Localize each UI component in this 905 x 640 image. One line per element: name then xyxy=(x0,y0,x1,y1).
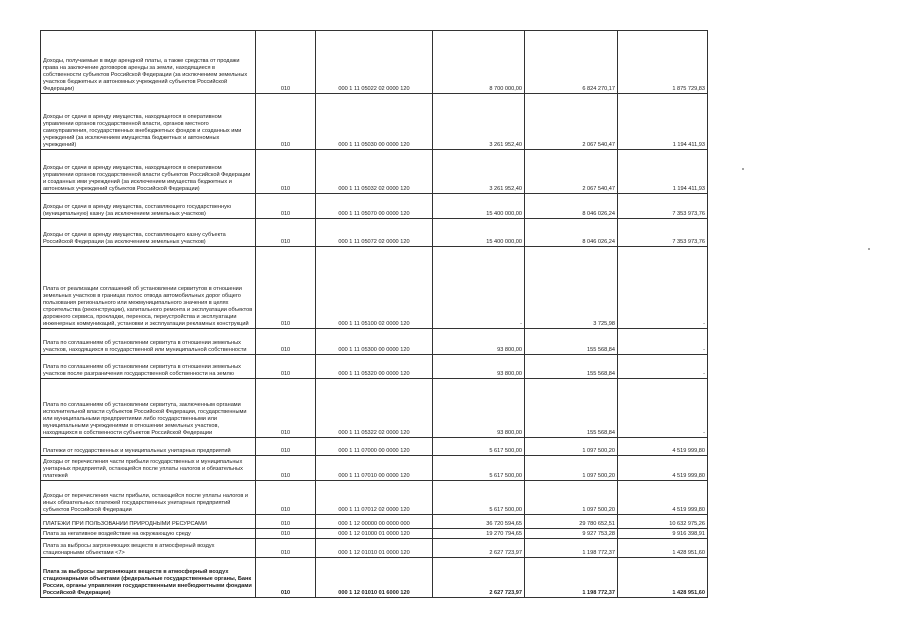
row-unexecuted: 7 353 973,76 xyxy=(618,219,708,247)
row-name: Платежи от государственных и муниципальных унитарных предприятий xyxy=(41,438,256,456)
row-approved: 15 400 000,00 xyxy=(433,194,525,219)
row-kbk: 000 1 11 05030 00 0000 120 xyxy=(316,94,433,150)
row-kbk: 000 1 11 07012 02 0000 120 xyxy=(316,481,433,515)
row-approved: 5 617 500,00 xyxy=(433,438,525,456)
row-name: Доходы от перечисления части прибыли, остающейся после уплаты налогов и иных обязательных платежей государственных унитарных предприятий субъектов Российской Федерации xyxy=(41,481,256,515)
table-row xyxy=(41,355,708,379)
row-name: Плата за выбросы загрязняющих веществ в атмосферный воздух стационарными объектами (федеральные государственные органы, Банк России, органы управления государственными внебюджетными фондами Российской Федерации) xyxy=(41,558,256,598)
row-unexecuted: - xyxy=(618,247,708,329)
row-unexecuted: 9 916 398,91 xyxy=(618,529,708,539)
row-kbk: 000 1 11 05320 00 0000 120 xyxy=(316,355,433,379)
table-row xyxy=(41,194,708,219)
row-unexecuted: 1 428 951,60 xyxy=(618,558,708,598)
row-code: 010 xyxy=(256,31,316,94)
row-name: Доходы от сдачи в аренду имущества, находящегося в оперативном управлении органов государственной власти субъектов Российской Федерации и созданных ими учреждений (за исключением имущества бюджетных и автономных учреждений субъектов Российской Федерации) xyxy=(41,150,256,194)
row-kbk: 000 1 11 05022 02 0000 120 xyxy=(316,31,433,94)
table-row xyxy=(41,94,708,150)
row-name: Плата по соглашениям об установлении сервитута в отношении земельных участков, находящихся в государственной или муниципальной собственности xyxy=(41,329,256,355)
row-approved: 2 627 723,97 xyxy=(433,539,525,558)
row-approved: 5 617 500,00 xyxy=(433,456,525,481)
row-executed: 1 198 772,37 xyxy=(525,539,618,558)
row-kbk: 000 1 11 07000 00 0000 120 xyxy=(316,438,433,456)
row-name: Доходы от сдачи в аренду имущества, составляющего казну субъекта Российской Федерации (за исключением земельных участков) xyxy=(41,219,256,247)
row-unexecuted: 1 875 729,83 xyxy=(618,31,708,94)
row-name: Плата по соглашениям об установлении сервитута, заключенным органами исполнительной власти субъектов Российской Федерации, государственными или муниципальными предприятиями либо государственными или муниципальными учреждениями в отношении земельных участков, находящихся в собственности субъектов Российской Федерации xyxy=(41,379,256,438)
row-approved: 2 627 723,97 xyxy=(433,558,525,598)
row-code: 010 xyxy=(256,219,316,247)
row-executed: 2 067 540,47 xyxy=(525,94,618,150)
row-kbk: 000 1 11 05032 02 0000 120 xyxy=(316,150,433,194)
row-executed: 1 198 772,37 xyxy=(525,558,618,598)
table-row xyxy=(41,539,708,558)
income-table xyxy=(40,30,708,598)
row-code: 010 xyxy=(256,379,316,438)
table-row xyxy=(41,219,708,247)
table-row xyxy=(41,558,708,598)
row-executed: 1 097 500,20 xyxy=(525,438,618,456)
row-approved: 3 261 952,40 xyxy=(433,94,525,150)
table-row xyxy=(41,515,708,529)
row-code: 010 xyxy=(256,515,316,529)
row-approved: 5 617 500,00 xyxy=(433,481,525,515)
row-approved: 93 800,00 xyxy=(433,329,525,355)
row-unexecuted: - xyxy=(618,379,708,438)
scan-mark xyxy=(742,168,744,170)
row-code: 010 xyxy=(256,529,316,539)
row-kbk: 000 1 11 05072 02 0000 120 xyxy=(316,219,433,247)
row-unexecuted: 4 519 999,80 xyxy=(618,456,708,481)
row-unexecuted: 10 632 975,26 xyxy=(618,515,708,529)
row-executed: 8 046 026,24 xyxy=(525,219,618,247)
row-executed: 1 097 500,20 xyxy=(525,456,618,481)
table-row xyxy=(41,379,708,438)
row-unexecuted: - xyxy=(618,355,708,379)
row-code: 010 xyxy=(256,247,316,329)
row-executed: 9 927 753,28 xyxy=(525,529,618,539)
row-code: 010 xyxy=(256,150,316,194)
row-name: Плата за негативное воздействие на окружающую среду xyxy=(41,529,256,539)
row-kbk: 000 1 12 00000 00 0000 000 xyxy=(316,515,433,529)
row-name: Плата за выбросы загрязняющих веществ в атмосферный воздух стационарными объектами <7> xyxy=(41,539,256,558)
row-executed: 1 097 500,20 xyxy=(525,481,618,515)
row-kbk: 000 1 11 05300 00 0000 120 xyxy=(316,329,433,355)
row-unexecuted: - xyxy=(618,329,708,355)
row-executed: 155 568,84 xyxy=(525,379,618,438)
row-approved: - xyxy=(433,247,525,329)
table-row xyxy=(41,529,708,539)
row-name: Плата по соглашениям об установлении сервитута в отношении земельных участков после разграничения государственной собственности на землю xyxy=(41,355,256,379)
row-name: Доходы от сдачи в аренду имущества, находящегося в оперативном управлении органов государственной власти, органов местного самоуправления, государственных внебюджетных фондов и созданных ими учреждений (за исключением имущества бюджетных и автономных учреждений) xyxy=(41,94,256,150)
row-kbk: 000 1 11 05100 02 0000 120 xyxy=(316,247,433,329)
row-code: 010 xyxy=(256,94,316,150)
row-name: Доходы от сдачи в аренду имущества, составляющего государственную (муниципальную) казну (за исключением земельных участков) xyxy=(41,194,256,219)
row-code: 010 xyxy=(256,456,316,481)
row-kbk: 000 1 11 07010 00 0000 120 xyxy=(316,456,433,481)
row-executed: 3 725,98 xyxy=(525,247,618,329)
row-kbk: 000 1 11 05070 00 0000 120 xyxy=(316,194,433,219)
row-code: 010 xyxy=(256,194,316,219)
row-approved: 8 700 000,00 xyxy=(433,31,525,94)
row-code: 010 xyxy=(256,329,316,355)
row-name: Плата от реализации соглашений об установлении сервитутов в отношении земельных участков в границах полос отвода автомобильных дорог общего пользования регионального или межмуниципального значения в целях строительства (реконструкции), капитального ремонта и эксплуатации объектов дорожного сервиса, прокладки, переноса, переустройства и эксплуатации инженерных коммуникаций, установки и эксплуатации рекламных конструкций xyxy=(41,247,256,329)
row-approved: 15 400 000,00 xyxy=(433,219,525,247)
row-unexecuted: 7 353 973,76 xyxy=(618,194,708,219)
row-approved: 93 800,00 xyxy=(433,379,525,438)
row-kbk: 000 1 12 01010 01 0000 120 xyxy=(316,539,433,558)
row-executed: 2 067 540,47 xyxy=(525,150,618,194)
row-approved: 93 800,00 xyxy=(433,355,525,379)
table-row xyxy=(41,438,708,456)
row-unexecuted: 1 194 411,93 xyxy=(618,150,708,194)
table-row xyxy=(41,150,708,194)
row-approved: 19 270 794,65 xyxy=(433,529,525,539)
row-executed: 8 046 026,24 xyxy=(525,194,618,219)
row-code: 010 xyxy=(256,355,316,379)
row-executed: 6 824 270,17 xyxy=(525,31,618,94)
scan-mark xyxy=(868,248,870,250)
row-approved: 3 261 952,40 xyxy=(433,150,525,194)
table-row xyxy=(41,31,708,94)
row-name: Доходы, получаемые в виде арендной платы, а также средства от продажи права на заключение договоров аренды за земли, находящиеся в собственности субъектов Российской Федерации (за исключением земельных участков бюджетных и автономных учреждений субъектов Российской Федерации) xyxy=(41,31,256,94)
row-unexecuted: 1 194 411,93 xyxy=(618,94,708,150)
row-executed: 29 780 652,51 xyxy=(525,515,618,529)
report-sheet xyxy=(40,30,708,598)
row-kbk: 000 1 12 01000 01 0000 120 xyxy=(316,529,433,539)
row-approved: 36 720 594,65 xyxy=(433,515,525,529)
row-executed: 155 568,84 xyxy=(525,355,618,379)
row-code: 010 xyxy=(256,558,316,598)
row-unexecuted: 1 428 951,60 xyxy=(618,539,708,558)
row-kbk: 000 1 11 05322 02 0000 120 xyxy=(316,379,433,438)
row-unexecuted: 4 519 999,80 xyxy=(618,481,708,515)
row-code: 010 xyxy=(256,438,316,456)
table-row xyxy=(41,481,708,515)
row-name: ПЛАТЕЖИ ПРИ ПОЛЬЗОВАНИИ ПРИРОДНЫМИ РЕСУРСАМИ xyxy=(41,515,256,529)
row-kbk: 000 1 12 01010 01 6000 120 xyxy=(316,558,433,598)
row-code: 010 xyxy=(256,539,316,558)
table-row xyxy=(41,456,708,481)
row-name: Доходы от перечисления части прибыли государственных и муниципальных унитарных предприятий, остающейся после уплаты налогов и обязательных платежей xyxy=(41,456,256,481)
row-unexecuted: 4 519 999,80 xyxy=(618,438,708,456)
row-code: 010 xyxy=(256,481,316,515)
table-row xyxy=(41,247,708,329)
table-row xyxy=(41,329,708,355)
row-executed: 155 568,84 xyxy=(525,329,618,355)
